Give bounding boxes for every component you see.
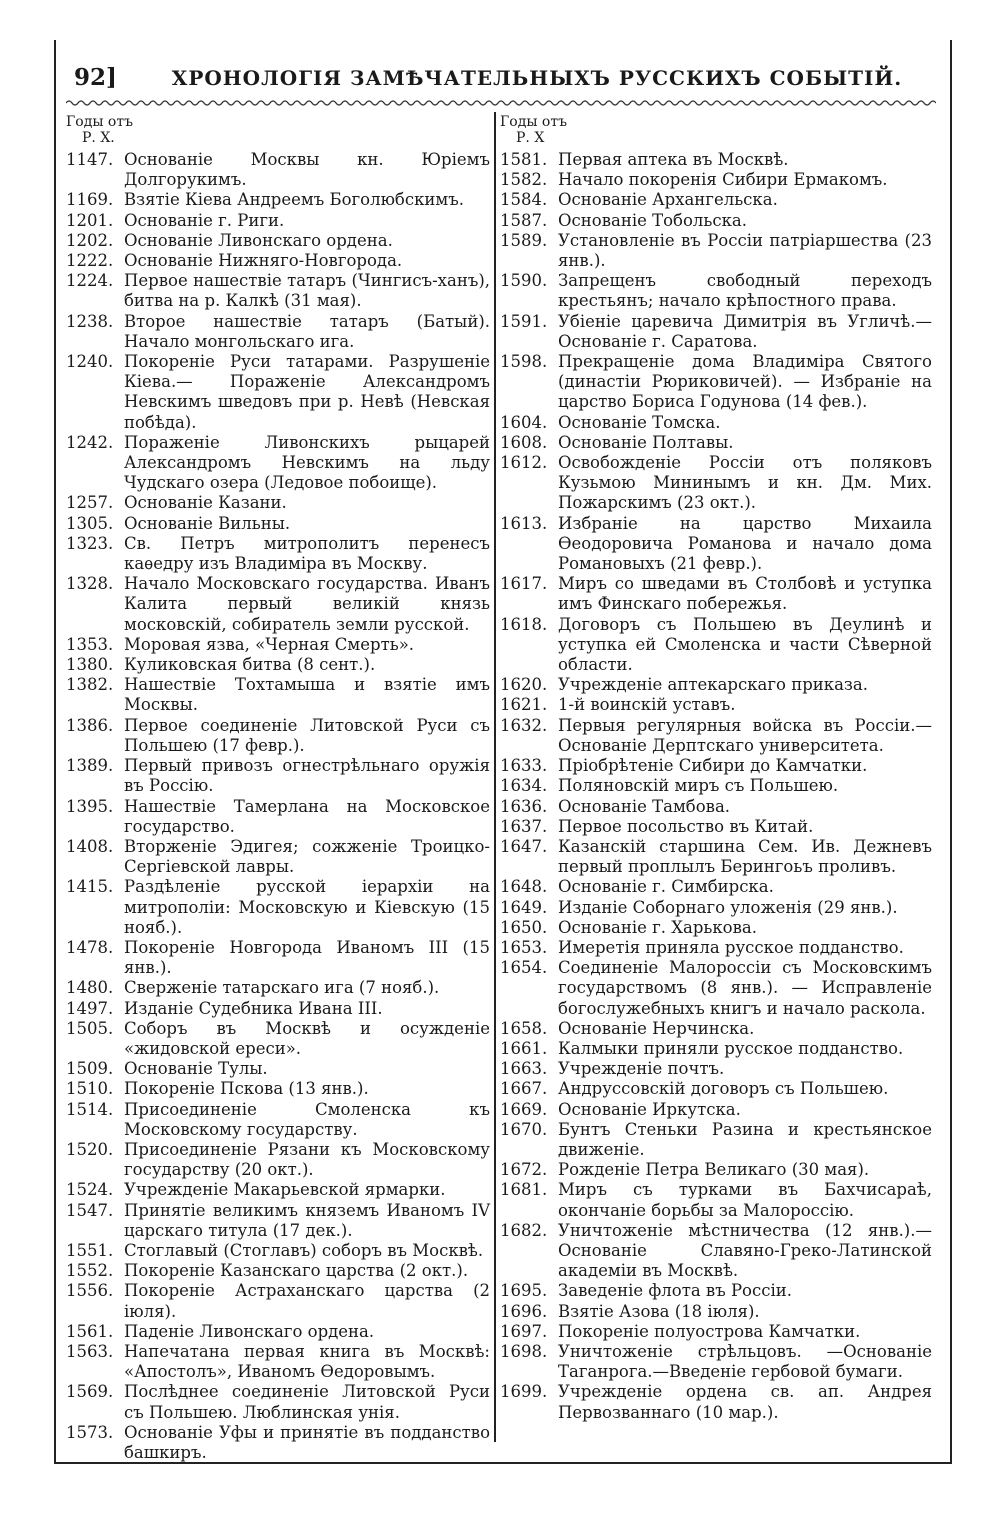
entry-year: 1497.	[66, 998, 114, 1018]
chronology-entry	[500, 433, 932, 453]
entry-year: 1552.	[66, 1261, 114, 1281]
entry-year: 1618.	[500, 614, 548, 634]
right-column-header	[500, 114, 932, 148]
entry-year: 1510.	[66, 1079, 114, 1099]
entry-year: 1202.	[66, 230, 114, 250]
chronology-entry	[500, 756, 932, 776]
entry-year: 1242.	[66, 432, 114, 452]
entry-text: Взятіе Азова (18 іюля).	[558, 1301, 760, 1321]
entry-year: 1147.	[66, 150, 114, 169]
chronology-entry	[500, 1120, 932, 1160]
chronology-entry	[66, 433, 490, 494]
entry-year: 1598.	[500, 352, 548, 372]
entry-year: 1681.	[500, 1180, 548, 1200]
entry-text: 1-й воинскій уставъ.	[558, 695, 736, 715]
entry-text: Покореніе Руси татарами. Разрушеніе Кіева.— Пораженіе Александромъ Невскимъ шведовъ при р. Невѣ (Невская побѣда).	[124, 352, 490, 432]
chronology-entry	[500, 1382, 932, 1422]
chronology-entry	[66, 978, 490, 998]
entry-year: 1604.	[500, 412, 548, 432]
entry-text: Учрежденіе аптекарскаго приказа.	[558, 675, 868, 695]
left-header-line2: Р. Х.	[82, 130, 115, 146]
entry-year: 1582.	[500, 170, 548, 190]
chronology-entry	[66, 352, 490, 433]
entry-text: Нашествіе Тохтамыша и взятіе имъ Москвы.	[124, 675, 490, 715]
chronology-entry	[66, 1059, 490, 1079]
chronology-entry	[66, 999, 490, 1019]
chronology-entry	[500, 1180, 932, 1220]
chronology-entry	[66, 1201, 490, 1241]
chronology-entry	[500, 958, 932, 1019]
entry-year: 1634.	[500, 776, 548, 796]
entry-year: 1663.	[500, 1059, 548, 1079]
chronology-entry	[500, 615, 932, 676]
chronology-entry	[500, 514, 932, 575]
chronology-entry	[500, 413, 932, 433]
chronology-entry	[66, 574, 490, 635]
entry-text: Учрежденіе почтъ.	[558, 1059, 725, 1079]
chronology-entry	[500, 1059, 932, 1079]
chronology-entry	[66, 716, 490, 756]
entry-year: 1415.	[66, 877, 114, 897]
entry-year: 1620.	[500, 675, 548, 695]
entry-text: Пораженіе Ливонскихъ рыцарей Александромъ Невскимъ на льду Чудскаго озера (Ледовое побоище).	[124, 432, 490, 493]
left-header-line1: Годы отъ	[66, 114, 133, 130]
chronology-entry	[500, 312, 932, 352]
chronology-entry	[66, 231, 490, 251]
entry-text: Миръ съ турками въ Бахчисараѣ, окончаніе борьбы за Малороссію.	[558, 1180, 932, 1220]
entry-text: Присоединеніе Смоленска къ Московскому государству.	[124, 1099, 490, 1139]
entry-year: 1587.	[500, 210, 548, 230]
entry-text: Основаніе Казани.	[124, 493, 287, 513]
entry-text: Бунтъ Стеньки Разина и крестьянское движеніе.	[558, 1119, 932, 1159]
entry-text: Избраніе на царство Михаила Ѳеодоровича Романова и начало дома Романовыхъ (21 февр.).	[558, 513, 932, 574]
left-column	[66, 114, 490, 1463]
entry-year: 1589.	[500, 230, 548, 250]
entry-text: Св. Петръ митрополитъ перенесъ каѳедру изъ Владиміра въ Москву.	[124, 533, 490, 574]
entry-year: 1520.	[66, 1139, 114, 1159]
entry-text: Основаніе Тамбова.	[558, 796, 731, 816]
entry-year: 1590.	[500, 271, 548, 291]
entry-text: Вторженіе Эдигея; сожженіе Троицко-Сергіевской лавры.	[124, 836, 490, 877]
entry-year: 1649.	[500, 897, 548, 917]
entry-text: Присоединеніе Рязани къ Московскому государству (20 окт.).	[124, 1139, 490, 1180]
entry-text: Соборъ въ Москвѣ и осужденіе «жидовской ереси».	[124, 1018, 490, 1058]
page-title: ХРОНОЛОГІЯ ЗАМѢЧАТЕЛЬНЫХЪ РУССКИХЪ СОБЫТІЙ.	[171, 66, 903, 90]
entry-text: Изданіе Соборнаго уложенія (29 янв.).	[558, 897, 898, 917]
chronology-entry	[66, 190, 490, 210]
entry-text: Основаніе г. Симбирска.	[558, 877, 774, 897]
chronology-entry	[500, 1079, 932, 1099]
entry-text: Покореніе Новгорода Иваномъ III (15 янв.).	[124, 937, 490, 978]
entry-text: Покореніе Астраханскаго царства (2 іюля).	[124, 1281, 490, 1321]
chronology-entry	[66, 211, 490, 231]
chronology-entry	[500, 1019, 932, 1039]
entry-text: Основаніе Москвы кн. Юріемъ Долгорукимъ.	[124, 150, 490, 190]
entry-year: 1201.	[66, 210, 114, 230]
entry-text: Начало Московскаго государства. Иванъ Калита первый великій князь московскій, собиратель земли русской.	[124, 574, 490, 634]
entry-text: Основаніе г. Харькова.	[558, 917, 757, 937]
entry-text: Казанскій старшина Сем. Ив. Дежневъ первый проплылъ Берингоьъ проливъ.	[558, 836, 932, 877]
entry-year: 1353.	[66, 634, 114, 654]
entry-text: Основаніе Нерчинска.	[558, 1018, 755, 1038]
entry-year: 1667.	[500, 1079, 548, 1099]
entry-text: Запрещенъ свободный переходъ крестьянъ; начало крѣпостного права.	[558, 271, 932, 311]
chronology-entry	[66, 635, 490, 655]
chronology-entry	[500, 695, 932, 715]
entry-year: 1556.	[66, 1281, 114, 1301]
entry-year: 1505.	[66, 1018, 114, 1038]
chronology-entry	[500, 877, 932, 897]
entry-text: Первое нашествіе татаръ (Чингисъ-ханъ), битва на р. Калкѣ (31 мая).	[124, 271, 490, 311]
right-header-line2: Р. Х	[516, 130, 545, 146]
left-entry-list	[66, 150, 490, 1463]
entry-text: Первый привозъ огнестрѣльнаго оружія въ Россію.	[124, 756, 490, 796]
entry-year: 1509.	[66, 1059, 114, 1079]
entry-year: 1547.	[66, 1200, 114, 1220]
entry-text: Основаніе Иркутска.	[558, 1099, 741, 1119]
entry-text: Основаніе Тулы.	[124, 1059, 268, 1079]
chronology-entry	[66, 1140, 490, 1180]
entry-text: Основаніе Уфы и принятіе въ подданство башкиръ.	[124, 1422, 490, 1462]
chronology-entry	[500, 1039, 932, 1059]
entry-text: Покореніе Казанскаго царства (2 окт.).	[124, 1261, 469, 1281]
entry-year: 1222.	[66, 251, 114, 271]
right-column	[500, 114, 932, 1423]
chronology-entry	[66, 1100, 490, 1140]
entry-year: 1514.	[66, 1099, 114, 1119]
entry-year: 1696.	[500, 1301, 548, 1321]
chronology-entry	[66, 1342, 490, 1382]
entry-text: Первое посольство въ Китай.	[558, 816, 814, 836]
entry-year: 1305.	[66, 513, 114, 533]
entry-year: 1584.	[500, 190, 548, 210]
entry-year: 1480.	[66, 978, 114, 998]
chronology-entry	[500, 1100, 932, 1120]
entry-text: Второе нашествіе татаръ (Батый). Начало монгольскаго ига.	[124, 311, 490, 351]
entry-text: Уничтоженіе стрѣльцовъ. —Основаніе Таганрога.—Введеніе гербовой бумаги.	[558, 1341, 932, 1382]
chronology-entry	[66, 251, 490, 271]
chronology-entry	[66, 514, 490, 534]
entry-year: 1581.	[500, 150, 548, 169]
entry-year: 1328.	[66, 574, 114, 594]
chronology-entry	[66, 1423, 490, 1463]
chronology-entry	[66, 675, 490, 715]
entry-year: 1591.	[500, 311, 548, 331]
chronology-entry	[66, 150, 490, 190]
entry-year: 1617.	[500, 574, 548, 594]
entry-year: 1569.	[66, 1382, 114, 1402]
entry-text: Установленіе въ Россіи патріаршества (23 янв.).	[558, 230, 932, 271]
entry-text: Первое соединеніе Литовской Руси съ Польшею (17 февр.).	[124, 715, 490, 755]
entry-year: 1648.	[500, 877, 548, 897]
entry-year: 1695.	[500, 1281, 548, 1301]
chronology-entry	[66, 1079, 490, 1099]
entry-text: Договоръ съ Польшею въ Деулинѣ и уступка ей Смоленска и части Сѣверной области.	[558, 614, 932, 675]
entry-text: Основаніе Нижняго-Новгорода.	[124, 251, 403, 271]
page-number: 92]	[74, 64, 117, 91]
chronology-entry	[66, 756, 490, 796]
entry-year: 1573.	[66, 1422, 114, 1442]
right-header-line1: Годы отъ	[500, 114, 567, 130]
chronology-entry	[66, 312, 490, 352]
right-entry-list	[500, 150, 932, 1423]
entry-year: 1672.	[500, 1160, 548, 1180]
entry-year: 1395.	[66, 796, 114, 816]
entry-year: 1682.	[500, 1220, 548, 1240]
entry-text: Принятіе великимъ княземъ Иваномъ IV царскаго титула (17 дек.).	[124, 1200, 490, 1240]
entry-year: 1563.	[66, 1341, 114, 1361]
entry-year: 1608.	[500, 432, 548, 452]
chronology-entry	[66, 797, 490, 837]
entry-text: Учрежденіе ордена св. ап. Андрея Первозваннаго (10 мар.).	[558, 1382, 932, 1422]
wavy-rule	[66, 98, 936, 108]
entry-text: Покореніе полуострова Камчатки.	[558, 1321, 861, 1341]
chronology-entry	[66, 1382, 490, 1422]
chronology-entry	[66, 655, 490, 675]
entry-text: Первыя регулярныя войска въ Россіи.— Основаніе Дерптскаго университета.	[558, 715, 932, 755]
entry-text: Основаніе Томска.	[558, 412, 721, 432]
chronology-entry	[500, 716, 932, 756]
entry-year: 1224.	[66, 271, 114, 291]
entry-year: 1257.	[66, 493, 114, 513]
entry-year: 1697.	[500, 1321, 548, 1341]
entry-year: 1669.	[500, 1099, 548, 1119]
chronology-entry	[66, 534, 490, 574]
entry-text: Основаніе г. Риги.	[124, 210, 285, 230]
entry-text: Соединеніе Малороссіи съ Московскимъ государствомъ (8 янв.). — Исправленіе богослужебныхъ книгъ и начало раскола.	[558, 958, 932, 1018]
chronology-entry	[66, 1322, 490, 1342]
entry-text: Основаніе Тобольска.	[558, 210, 748, 230]
entry-year: 1380.	[66, 655, 114, 675]
entry-text: Изданіе Судебника Ивана III.	[124, 998, 383, 1018]
entry-text: Основаніе Вильны.	[124, 513, 291, 533]
entry-text: Моровая язва, «Черная Смерть».	[124, 634, 415, 654]
entry-text: Нашествіе Тамерлана на Московское государство.	[124, 796, 490, 836]
entry-year: 1633.	[500, 756, 548, 776]
entry-year: 1658.	[500, 1018, 548, 1038]
chronology-entry	[500, 776, 932, 796]
chronology-entry	[66, 877, 490, 938]
entry-year: 1632.	[500, 715, 548, 735]
entry-text: Учрежденіе Макарьевской ярмарки.	[124, 1180, 446, 1200]
chronology-entry	[500, 918, 932, 938]
entry-year: 1621.	[500, 695, 548, 715]
chronology-entry	[500, 675, 932, 695]
chronology-entry	[500, 797, 932, 817]
entry-year: 1654.	[500, 958, 548, 978]
entry-year: 1670.	[500, 1119, 548, 1139]
chronology-entry	[66, 271, 490, 311]
entry-year: 1389.	[66, 756, 114, 776]
chronology-entry	[500, 352, 932, 413]
entry-text: Имеретія приняла русское подданство.	[558, 937, 904, 957]
chronology-entry	[500, 1160, 932, 1180]
entry-year: 1647.	[500, 836, 548, 856]
entry-year: 1661.	[500, 1038, 548, 1058]
chronology-entry	[500, 1221, 932, 1282]
entry-text: Андруссовскій договоръ съ Польшею.	[558, 1079, 889, 1099]
entry-text: Освобожденіе Россіи отъ поляковъ Кузьмою Мининымъ и кн. Дм. Мих. Пожарскимъ (23 окт.).	[558, 453, 932, 513]
entry-year: 1650.	[500, 917, 548, 937]
chronology-entry	[500, 938, 932, 958]
page-header	[74, 64, 940, 100]
entry-text: Раздѣленіе русской іерархіи на митрополіи: Московскую и Кіевскую (15 нояб.).	[124, 877, 490, 937]
entry-text: Сверженіе татарскаго ига (7 нояб.).	[124, 978, 440, 998]
chronology-entry	[500, 1322, 932, 1342]
chronology-entry	[66, 1019, 490, 1059]
chronology-entry	[500, 817, 932, 837]
entry-text: Поляновскій миръ съ Польшею.	[558, 776, 839, 796]
entry-year: 1561.	[66, 1321, 114, 1341]
chronology-entry	[500, 150, 932, 170]
entry-text: Послѣднее соединеніе Литовской Руси съ Польшею. Люблинская унія.	[124, 1382, 490, 1422]
entry-year: 1699.	[500, 1382, 548, 1402]
chronology-entry	[66, 1241, 490, 1261]
entry-year: 1612.	[500, 453, 548, 473]
chronology-entry	[66, 1281, 490, 1321]
entry-text: Взятіе Кіева Андреемъ Боголюбскимъ.	[124, 190, 464, 210]
chronology-entry	[500, 1281, 932, 1301]
entry-text: Прекращеніе дома Владиміра Святого (династіи Рюриковичей). — Избраніе на царство Бориса Годунова (14 фев.).	[558, 352, 932, 412]
chronology-entry	[500, 574, 932, 614]
entry-text: Пріобрѣтеніе Сибири до Камчатки.	[558, 756, 868, 776]
chronology-entry	[66, 1261, 490, 1281]
entry-text: Основаніе Ливонскаго ордена.	[124, 230, 393, 250]
chronology-entry	[500, 190, 932, 210]
chronology-entry	[500, 898, 932, 918]
entry-year: 1636.	[500, 796, 548, 816]
entry-text: Покореніе Пскова (13 янв.).	[124, 1079, 369, 1099]
chronology-entry	[500, 1342, 932, 1382]
entry-text: Первая аптека въ Москвѣ.	[558, 150, 789, 169]
entry-year: 1478.	[66, 937, 114, 957]
entry-text: Миръ со шведами въ Столбовѣ и уступка имъ Финскаго побережья.	[558, 574, 932, 614]
chronology-entry	[66, 1180, 490, 1200]
entry-year: 1653.	[500, 937, 548, 957]
entry-year: 1613.	[500, 513, 548, 533]
entry-text: Стоглавый (Стоглавъ) соборъ въ Москвѣ.	[124, 1240, 484, 1260]
entry-year: 1637.	[500, 816, 548, 836]
entry-year: 1551.	[66, 1240, 114, 1260]
chronology-entry	[500, 211, 932, 231]
entry-text: Куликовская битва (8 сент.).	[124, 655, 376, 675]
entry-text: Убіеніе царевича Димитрія въ Угличѣ.— Основаніе г. Саратова.	[558, 311, 932, 351]
entry-text: Паденіе Ливонскаго ордена.	[124, 1321, 375, 1341]
chronology-entry	[500, 837, 932, 877]
chronology-entry	[500, 1302, 932, 1322]
entry-text: Основаніе Архангельска.	[558, 190, 778, 210]
entry-year: 1169.	[66, 190, 114, 210]
chronology-entry	[66, 938, 490, 978]
entry-text: Рожденіе Петра Великаго (30 мая).	[558, 1160, 870, 1180]
entry-text: Основаніе Полтавы.	[558, 432, 734, 452]
chronology-entry	[500, 170, 932, 190]
entry-year: 1238.	[66, 311, 114, 331]
chronology-entry	[66, 837, 490, 877]
entry-year: 1386.	[66, 715, 114, 735]
entry-text: Заведеніе флота въ Россіи.	[558, 1281, 792, 1301]
entry-text: Калмыки приняли русское подданство.	[558, 1038, 904, 1058]
chronology-entry	[500, 231, 932, 271]
entry-text: Уничтоженіе мѣстничества (12 янв.).— Основаніе Славяно-Греко-Латинской академіи въ Москвѣ.	[558, 1220, 932, 1281]
entry-text: Начало покоренія Сибири Ермакомъ.	[558, 170, 888, 190]
entry-year: 1382.	[66, 675, 114, 695]
entry-year: 1408.	[66, 836, 114, 856]
column-divider	[494, 112, 496, 1442]
entry-year: 1240.	[66, 352, 114, 372]
entry-text: Напечатана первая книга въ Москвѣ: «Апостолъ», Иваномъ Ѳедоровымъ.	[124, 1341, 490, 1382]
entry-year: 1698.	[500, 1341, 548, 1361]
entry-year: 1323.	[66, 533, 114, 553]
chronology-entry	[500, 453, 932, 514]
chronology-entry	[500, 271, 932, 311]
left-column-header	[66, 114, 490, 148]
entry-year: 1524.	[66, 1180, 114, 1200]
chronology-entry	[66, 493, 490, 513]
